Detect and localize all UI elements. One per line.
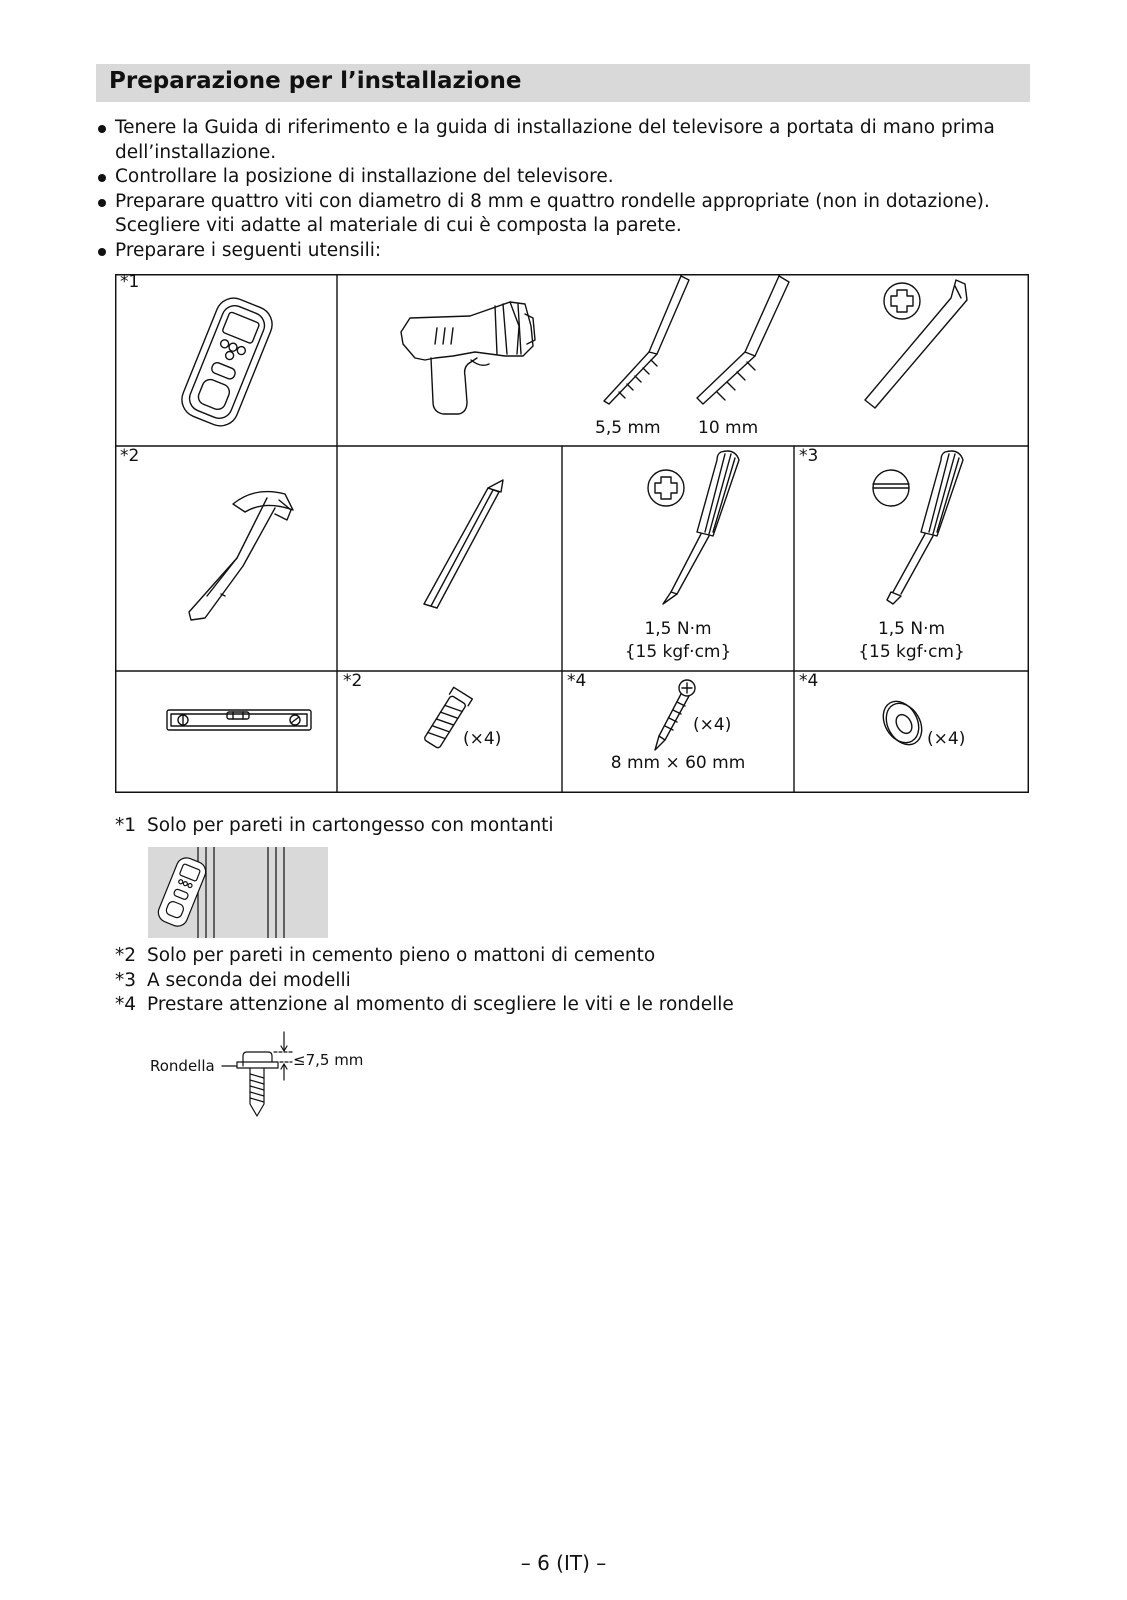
section-header (96, 64, 1030, 102)
screw-note-mark: *4 (567, 671, 587, 691)
footnote-text: A seconda dei modelli (147, 969, 351, 991)
flathead-screwdriver-icon (873, 451, 963, 604)
bullet-item: Preparare i seguenti utensili: (98, 239, 1028, 264)
footnote-mark: *4 (115, 994, 137, 1015)
footnote-4 (115, 993, 1015, 1018)
stud-finder-note-mark: *1 (120, 272, 140, 292)
wood-screw-icon (655, 680, 695, 750)
flathead-torque-value: 1,5 N·m (877, 619, 946, 639)
bullet-item: Tenere la Guida di riferimento e la guida di installazione del televisore a portata di mano prima dell’installazione. (98, 116, 1028, 165)
washer-thickness-dimension: ≤7,5 mm (293, 1051, 364, 1069)
washer-quantity: (×4) (927, 729, 966, 749)
spirit-level-icon (167, 710, 311, 730)
section-title: Preparazione per l’installazione (109, 68, 522, 94)
washer-label: Rondella (150, 1057, 215, 1075)
phillips-torque-value: 1,5 N·m (644, 619, 712, 639)
drill-bit-10mm-icon (697, 276, 789, 404)
drill-bit-large-size: 10 mm (698, 418, 759, 438)
anchor-note-mark: *2 (343, 671, 363, 691)
anchor-quantity: (×4) (463, 729, 502, 749)
page-number: – 6 (IT) – (520, 1551, 607, 1575)
screw-quantity: (×4) (693, 715, 732, 735)
washer-icon (876, 695, 929, 751)
phillips-torque-kgf: {15 kgf·cm} (624, 642, 732, 662)
electric-drill-icon (401, 302, 535, 414)
bullet-item: Controllare la posizione di installazione del televisore. (98, 165, 1028, 190)
tools-table (115, 274, 1029, 793)
footnote-text: Prestare attenzione al momento di scegliere le viti e le rondelle (147, 994, 734, 1015)
bullet-item: Preparare quattro viti con diametro di 8 mm e quattro rondelle appropriate (non in dotazione). Scegliere viti adatte al materiale di cui è composta la parete. (98, 190, 1028, 239)
footnote-3 (115, 969, 1015, 994)
phillips-bit-icon (865, 280, 967, 408)
footnote-1 (115, 814, 1015, 839)
hammer-icon (189, 492, 293, 620)
preparation-bullet-list (98, 116, 1028, 263)
hammer-note-mark: *2 (120, 446, 140, 466)
stud-finder-icon (177, 293, 278, 432)
stud-wall-figure (148, 847, 328, 938)
footnote-2 (115, 944, 1015, 969)
flathead-torque-kgf: {15 kgf·cm} (858, 642, 965, 662)
phillips-screwdriver-icon (648, 451, 739, 604)
footnote-text: Solo per pareti in cemento pieno o mattoni di cemento (147, 945, 656, 966)
footnote-mark: *2 (115, 945, 137, 966)
screw-washer-icon (150, 1030, 400, 1125)
flathead-note-mark: *3 (799, 446, 819, 466)
drill-bit-small-size: 5,5 mm (595, 418, 661, 438)
footnote-mark: *3 (115, 969, 137, 991)
footnote-text: Solo per pareti in cartongesso con montanti (147, 815, 554, 836)
washer-dimension-figure (150, 1030, 400, 1125)
footnote-mark: *1 (115, 815, 137, 836)
washer-note-mark: *4 (799, 671, 819, 691)
drill-bit-5-5mm-icon (604, 276, 689, 404)
pencil-icon (424, 480, 503, 608)
tools-table-grid (115, 274, 1029, 793)
footnotes-group (115, 944, 1015, 1018)
screw-size: 8 mm × 60 mm (610, 753, 746, 773)
